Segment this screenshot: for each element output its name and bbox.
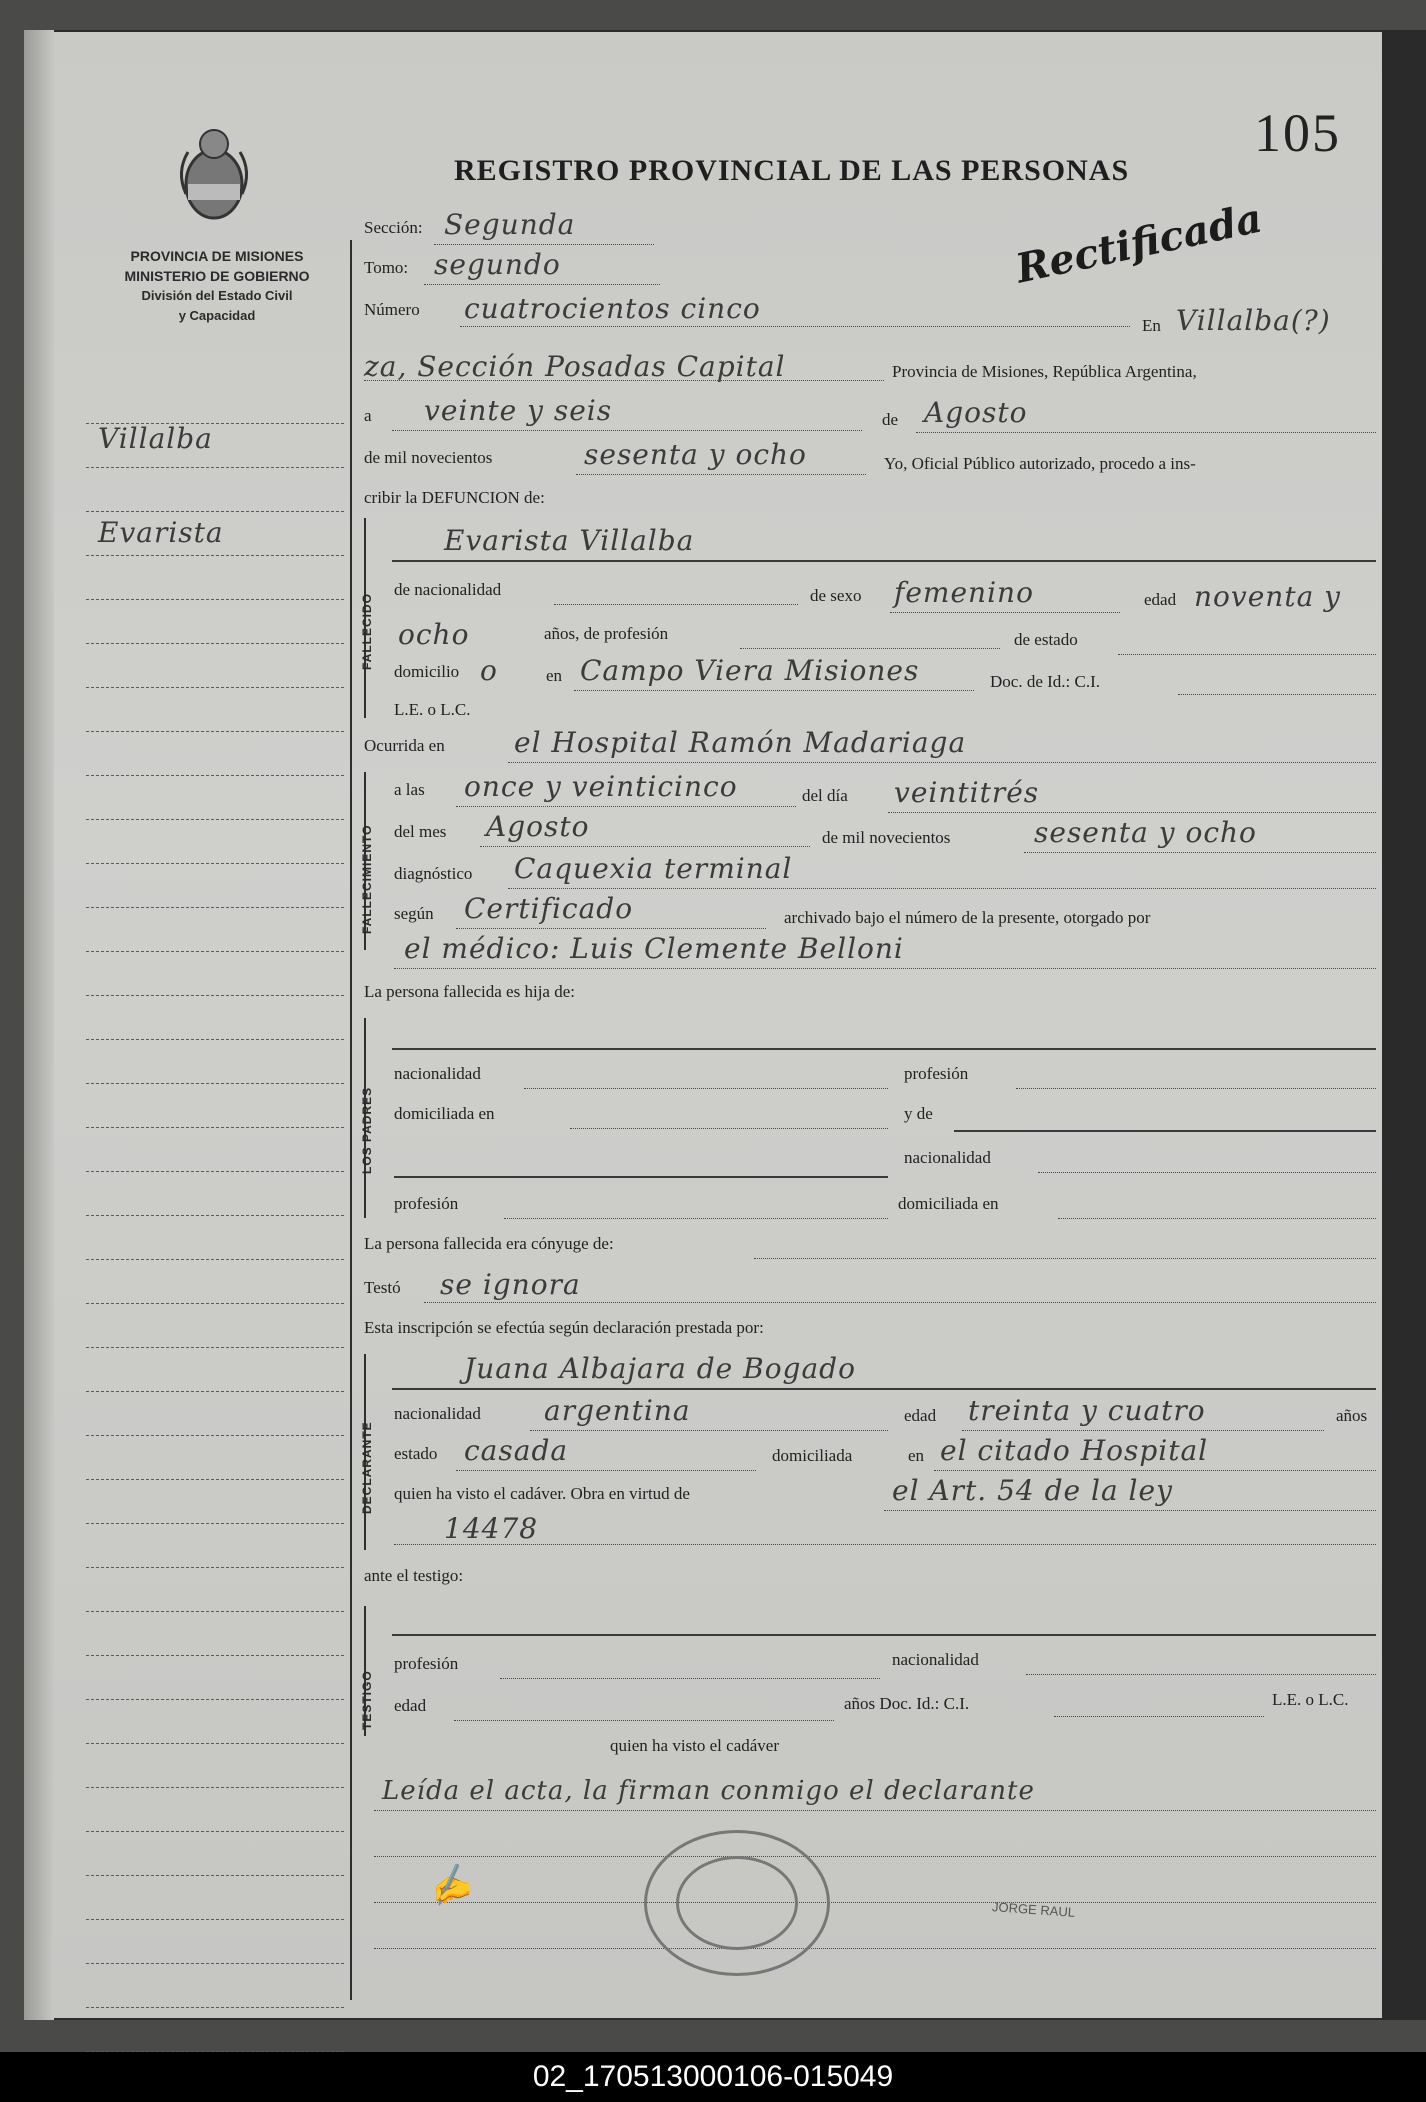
value-d-nacionalidad: argentina bbox=[544, 1394, 691, 1427]
value-edad-cont: ocho bbox=[398, 618, 470, 651]
label-conyuge: La persona fallecida era cónyuge de: bbox=[364, 1234, 614, 1253]
label-testigo: ante el testigo: bbox=[364, 1566, 464, 1585]
value-numero: cuatrocientos cinco bbox=[464, 292, 761, 325]
officer-stamp-name: JORGE RAUL bbox=[991, 1899, 1076, 1920]
value-hora: once y veinticinco bbox=[464, 770, 738, 803]
label-d-cadaver: quien ha visto el cadáver. Obra en virtud de bbox=[394, 1484, 690, 1503]
label-testo: Testó bbox=[364, 1278, 401, 1297]
label-a: a bbox=[364, 406, 372, 425]
value-anio-fallec: sesenta y ocho bbox=[1034, 816, 1257, 849]
label-archivado: archivado bajo el número de la presente, otorgado por bbox=[784, 908, 1151, 927]
label-nacionalidad: de nacionalidad bbox=[394, 580, 502, 599]
label-domicilio-en: en bbox=[546, 666, 563, 685]
label-d-domiciliada: domiciliada bbox=[772, 1446, 853, 1465]
label-le-lc: L.E. o L.C. bbox=[394, 700, 471, 719]
label-p-profesion: profesión bbox=[904, 1064, 969, 1083]
side-label-declarante: DECLARANTE bbox=[360, 1421, 374, 1514]
value-d-estado: casada bbox=[464, 1434, 569, 1467]
value-ocurrida: el Hospital Ramón Madariaga bbox=[514, 726, 967, 759]
label-p-domiciliada2: domiciliada en bbox=[898, 1194, 999, 1213]
label-numero: Número bbox=[364, 300, 420, 319]
label-p-y-de: y de bbox=[904, 1104, 933, 1123]
label-t-le: L.E. o L.C. bbox=[1272, 1690, 1349, 1709]
label-tomo: Tomo: bbox=[364, 258, 409, 277]
province-line: y Capacidad bbox=[178, 308, 256, 323]
left-given-name: Evarista bbox=[98, 516, 224, 549]
coat-of-arms-icon bbox=[174, 122, 254, 232]
value-d-domicilio: el citado Hospital bbox=[940, 1434, 1209, 1467]
label-p-nacionalidad2: nacionalidad bbox=[904, 1148, 991, 1167]
side-label-fallecido: FALLECIDO bbox=[360, 593, 374, 670]
registry-page bbox=[24, 30, 1386, 2020]
label-d-edad: edad bbox=[904, 1406, 937, 1425]
image-id: 02_170513000106-015049 bbox=[532, 2060, 894, 2093]
label-doc-id: Doc. de Id.: C.I. bbox=[990, 672, 1101, 691]
label-sexo: de sexo bbox=[810, 586, 862, 605]
value-mes-fallec: Agosto bbox=[486, 810, 590, 843]
label-seccion: Sección: bbox=[364, 218, 423, 237]
label-t-nacionalidad: nacionalidad bbox=[892, 1650, 979, 1669]
value-domicilio-en: Campo Viera Misiones bbox=[580, 654, 920, 687]
province-line: MINISTERIO DE GOBIERNO bbox=[124, 268, 310, 284]
side-label-fallecimiento: FALLECIMIENTO bbox=[360, 824, 374, 934]
label-de-mil-2: de mil novecientos bbox=[822, 828, 951, 847]
label-t-cadaver: quien ha visto el cadáver bbox=[610, 1736, 779, 1755]
margin-note-signature: Rectificada bbox=[1011, 194, 1267, 293]
value-seccion: Segunda bbox=[444, 208, 576, 241]
page-number: 105 bbox=[1254, 103, 1341, 163]
province-line: División del Estado Civil bbox=[141, 288, 293, 303]
label-diagnostico: diagnóstico bbox=[394, 864, 473, 883]
value-anio: sesenta y ocho bbox=[584, 438, 807, 471]
value-obra: el Art. 54 de la ley bbox=[892, 1474, 1173, 1507]
label-t-edad: edad bbox=[394, 1696, 427, 1715]
left-surname: Villalba bbox=[98, 422, 213, 455]
value-sexo: femenino bbox=[894, 576, 1034, 609]
side-label-testigo: TESTIGO bbox=[360, 1670, 374, 1730]
value-mes: Agosto bbox=[924, 396, 1028, 429]
value-edad: noventa y bbox=[1194, 580, 1341, 613]
label-estado: de estado bbox=[1014, 630, 1078, 649]
label-p-profesion2: profesión bbox=[394, 1194, 459, 1213]
side-label-padres: LOS PADRES bbox=[360, 1086, 374, 1174]
label-provincia: Provincia de Misiones, República Argentina, bbox=[892, 362, 1197, 381]
value-dia-fallec: veintitrés bbox=[894, 776, 1040, 809]
label-a-las: a las bbox=[394, 780, 425, 799]
label-domicilio: domicilio bbox=[394, 662, 460, 681]
label-en: En bbox=[1142, 316, 1161, 335]
label-d-estado: estado bbox=[394, 1444, 438, 1463]
value-nombre: Evarista Villalba bbox=[444, 524, 695, 557]
value-ley: 14478 bbox=[444, 1512, 539, 1545]
label-hija-de: La persona fallecida es hija de: bbox=[364, 982, 575, 1001]
left-ruled-column bbox=[86, 380, 344, 2052]
label-segun: según bbox=[394, 904, 434, 923]
page-fold bbox=[24, 30, 54, 2020]
label-del-mes: del mes bbox=[394, 822, 447, 841]
declarant-signature: ✍ bbox=[422, 1859, 476, 1913]
label-p-domiciliada: domiciliada en bbox=[394, 1104, 495, 1123]
label-p-nacionalidad: nacionalidad bbox=[394, 1064, 481, 1083]
label-d-anos: años bbox=[1336, 1406, 1368, 1425]
value-leida: Leída el acta, la firman conmigo el declarante bbox=[382, 1776, 1035, 1806]
label-de-mil: de mil novecientos bbox=[364, 448, 493, 467]
value-medico: el médico: Luis Clemente Belloni bbox=[404, 932, 904, 965]
value-diagnostico: Caquexia terminal bbox=[514, 852, 793, 885]
label-cribir: cribir la DEFUNCION de: bbox=[364, 488, 545, 507]
book-binding bbox=[1382, 30, 1426, 2020]
value-en: Villalba(?) bbox=[1176, 304, 1331, 337]
page-title: REGISTRO PROVINCIAL DE LAS PERSONAS bbox=[454, 154, 1130, 187]
value-dia: veinte y seis bbox=[424, 394, 613, 427]
label-de: de bbox=[882, 410, 899, 429]
label-declaracion: Esta inscripción se efectúa según declaración prestada por: bbox=[364, 1318, 764, 1337]
label-t-profesion: profesión bbox=[394, 1654, 459, 1673]
label-edad: edad bbox=[1144, 590, 1177, 609]
image-id-bar bbox=[0, 2052, 1426, 2102]
label-yo-oficial: Yo, Oficial Público autorizado, procedo a ins- bbox=[884, 454, 1196, 473]
label-ocurrida: Ocurrida en bbox=[364, 736, 445, 755]
label-d-en: en bbox=[908, 1446, 925, 1465]
value-domicilio: o bbox=[480, 654, 498, 687]
value-segun: Certificado bbox=[464, 892, 634, 925]
province-heading bbox=[82, 246, 352, 326]
value-en-cont: za, Sección Posadas Capital bbox=[364, 350, 786, 383]
label-anos-profesion: años, de profesión bbox=[544, 624, 669, 643]
official-seal-inner bbox=[676, 1856, 798, 1950]
label-t-anos-doc: años Doc. Id.: C.I. bbox=[844, 1694, 970, 1713]
province-line: PROVINCIA DE MISIONES bbox=[130, 248, 304, 264]
column-divider bbox=[350, 240, 352, 2000]
value-d-edad: treinta y cuatro bbox=[968, 1394, 1206, 1427]
label-d-nacionalidad: nacionalidad bbox=[394, 1404, 481, 1423]
value-testo: se ignora bbox=[440, 1268, 581, 1301]
value-declarante: Juana Albajara de Bogado bbox=[464, 1352, 856, 1385]
value-tomo: segundo bbox=[434, 248, 561, 281]
label-del-dia: del día bbox=[802, 786, 848, 805]
